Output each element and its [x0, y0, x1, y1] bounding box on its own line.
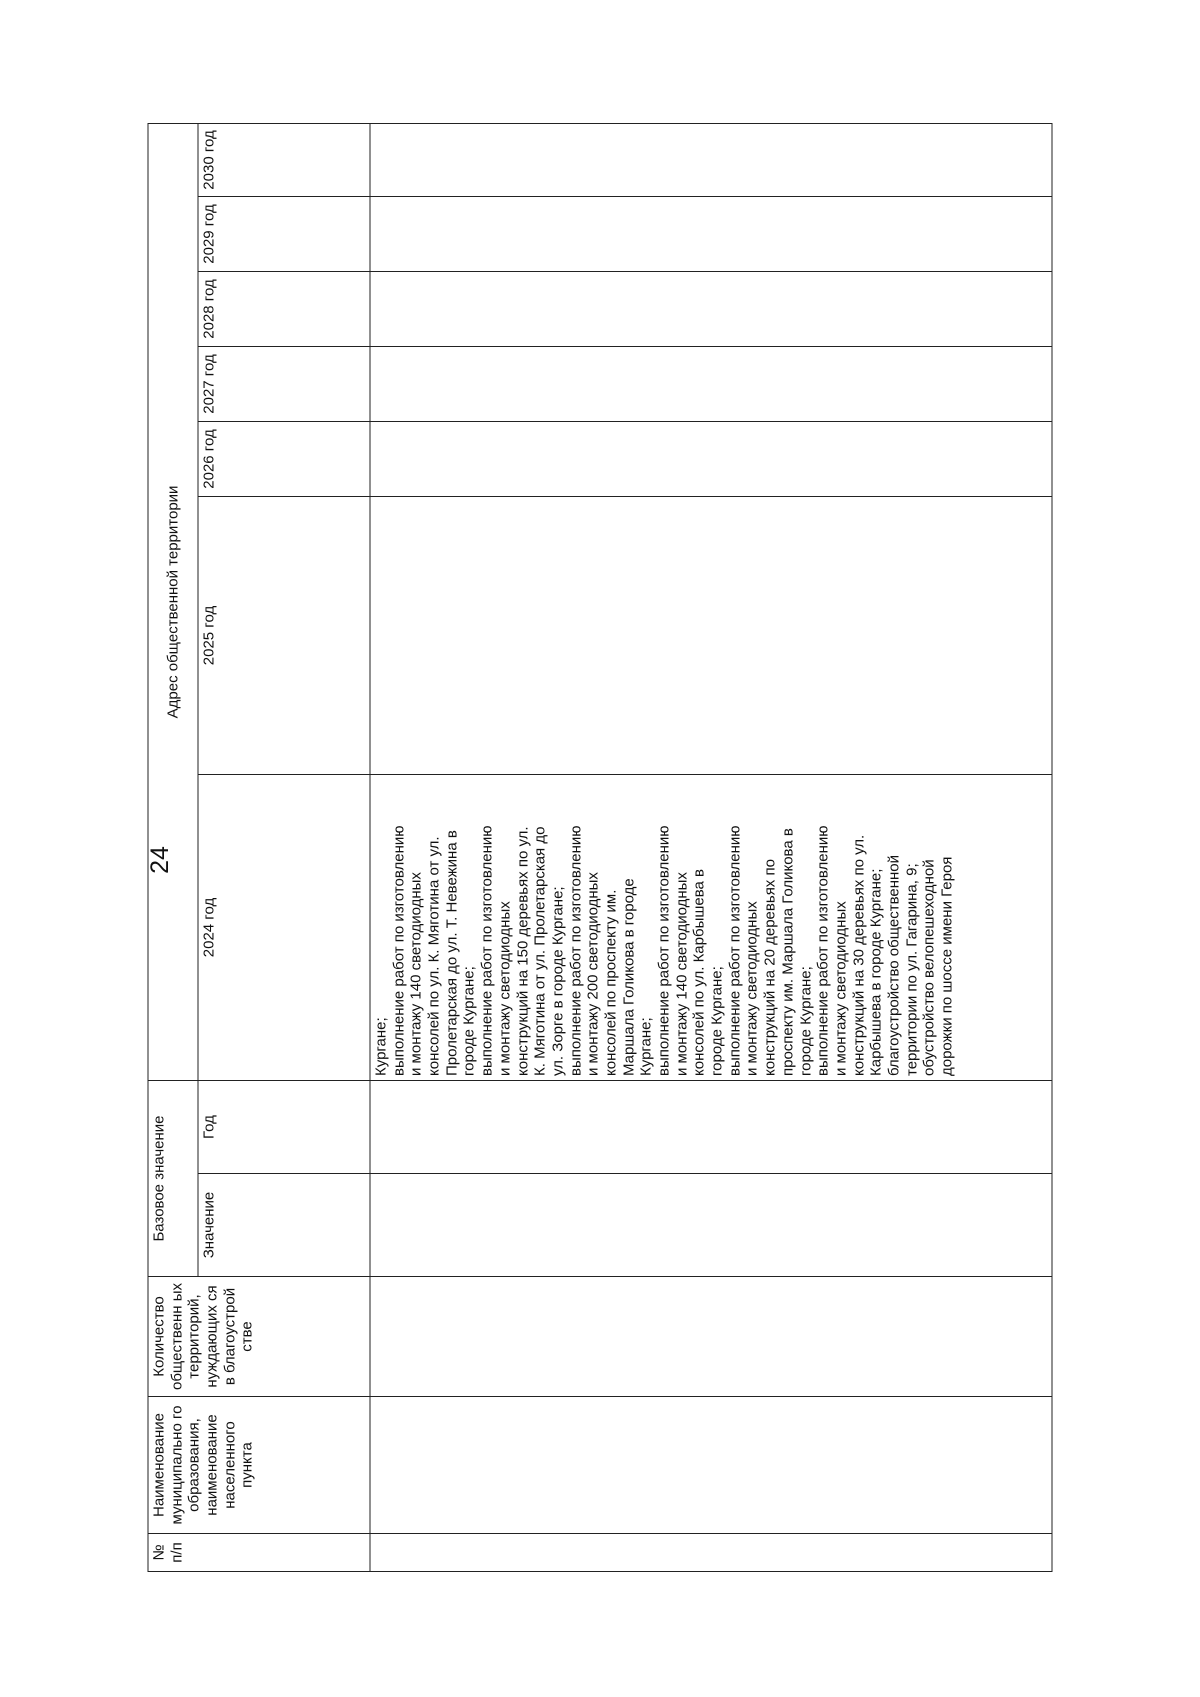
address-2024-line: ул. Зорге в городе Кургане;	[549, 886, 567, 1076]
address-2024-line: Кургане;	[637, 1017, 655, 1076]
header-base-value: Базовое значение	[148, 1081, 198, 1277]
page-number: 24	[146, 846, 174, 874]
address-2024-line: и монтажу 140 светодиодных	[673, 872, 691, 1076]
address-2024-line: консолей по проспекту им.	[602, 889, 620, 1076]
address-2024-line: выполнение работ по изготовлению	[390, 825, 408, 1076]
address-2024-line: городе Кургане;	[708, 966, 726, 1076]
header-num: № п/п	[148, 1534, 370, 1572]
header-address: Адрес общественной территории	[148, 123, 198, 1080]
address-2024-line: проспекту им. Маршала Голикова в	[779, 828, 797, 1076]
cell-address-2030	[370, 123, 1052, 196]
table-row	[370, 123, 1052, 1571]
header-year-2027: 2027 год	[198, 347, 370, 422]
address-2024-line: выполнение работ по изготовлению	[814, 825, 832, 1076]
cell-base-year	[370, 1081, 1052, 1174]
header-year-2025: 2025 год	[198, 497, 370, 775]
address-2024-line: выполнение работ по изготовлению	[478, 825, 496, 1076]
address-2024-line: Карбышева в городе Кургане;	[867, 868, 885, 1076]
cell-num	[370, 1534, 1052, 1572]
header-base-value-year: Год	[198, 1081, 370, 1174]
address-2024-line: К. Мяготина от ул. Пролетарская до	[531, 826, 549, 1076]
cell-base-value	[370, 1174, 1052, 1277]
address-2024-line: городе Кургане;	[460, 966, 478, 1076]
cell-address-2028	[370, 272, 1052, 347]
header-row-top	[148, 123, 198, 1571]
cell-address-2029	[370, 197, 1052, 272]
cell-address-2024	[370, 775, 1052, 1081]
cell-territory-count	[370, 1277, 1052, 1397]
cell-address-2027	[370, 347, 1052, 422]
cell-municipality	[370, 1397, 1052, 1534]
address-2024-line: обустройство велопешеходной	[920, 859, 938, 1076]
cell-address-2025	[370, 497, 1052, 775]
address-2024-line: территории по ул. Гагарина, 9;	[903, 863, 921, 1076]
address-2024-line: благоустройство общественной	[885, 854, 903, 1076]
header-year-2026: 2026 год	[198, 422, 370, 497]
cell-address-2026	[370, 422, 1052, 497]
address-2024-line: выполнение работ по изготовлению	[726, 825, 744, 1076]
address-2024-line: и монтажу светодиодных	[743, 901, 761, 1076]
address-2024-line: консолей по ул. К. Мяготина от ул.	[425, 836, 443, 1076]
address-2024-line: Пролетарская до ул. Т. Невежина в	[443, 830, 461, 1076]
header-year-2028: 2028 год	[198, 272, 370, 347]
address-2024-line: консолей по ул. Карбышева в	[690, 868, 708, 1076]
header-year-2030: 2030 год	[198, 123, 370, 196]
address-2024-line: и монтажу 140 светодиодных	[407, 872, 425, 1076]
address-2024-line: Кургане;	[372, 1017, 390, 1076]
header-year-2029: 2029 год	[198, 197, 370, 272]
address-2024-line: конструкций на 30 деревьях по ул.	[850, 834, 868, 1076]
address-2024-line: дорожки по шоссе имени Героя	[938, 856, 956, 1076]
header-municipality: Наименование муниципально го образования, наименование населенного пункта	[148, 1397, 370, 1534]
header-territory-count: Количество общественн ых территорий, нуждающих ся в благоустрой стве	[148, 1277, 370, 1397]
address-2024-line: конструкций на 150 деревьях по ул.	[514, 826, 531, 1076]
address-2024-line: городе Кургане;	[797, 966, 814, 1076]
address-2024-line: и монтажу 200 светодиодных	[584, 872, 602, 1076]
address-2024-line: выполнение работ по изготовлению	[567, 825, 585, 1076]
address-2024-text	[373, 779, 957, 1076]
public-territories-table	[148, 123, 1053, 1572]
header-base-value-value: Значение	[198, 1174, 370, 1277]
header-year-2024: 2024 год	[198, 775, 370, 1081]
address-2024-line: конструкций на 20 деревьях по	[761, 859, 779, 1076]
rotated-table-container	[148, 124, 1053, 1572]
address-2024-line: и монтажу светодиодных	[496, 901, 514, 1076]
address-2024-line: Маршала Голикова в городе	[620, 878, 638, 1076]
address-2024-line: выполнение работ по изготовлению	[655, 825, 673, 1076]
address-2024-line: и монтажу светодиодных	[832, 901, 850, 1076]
